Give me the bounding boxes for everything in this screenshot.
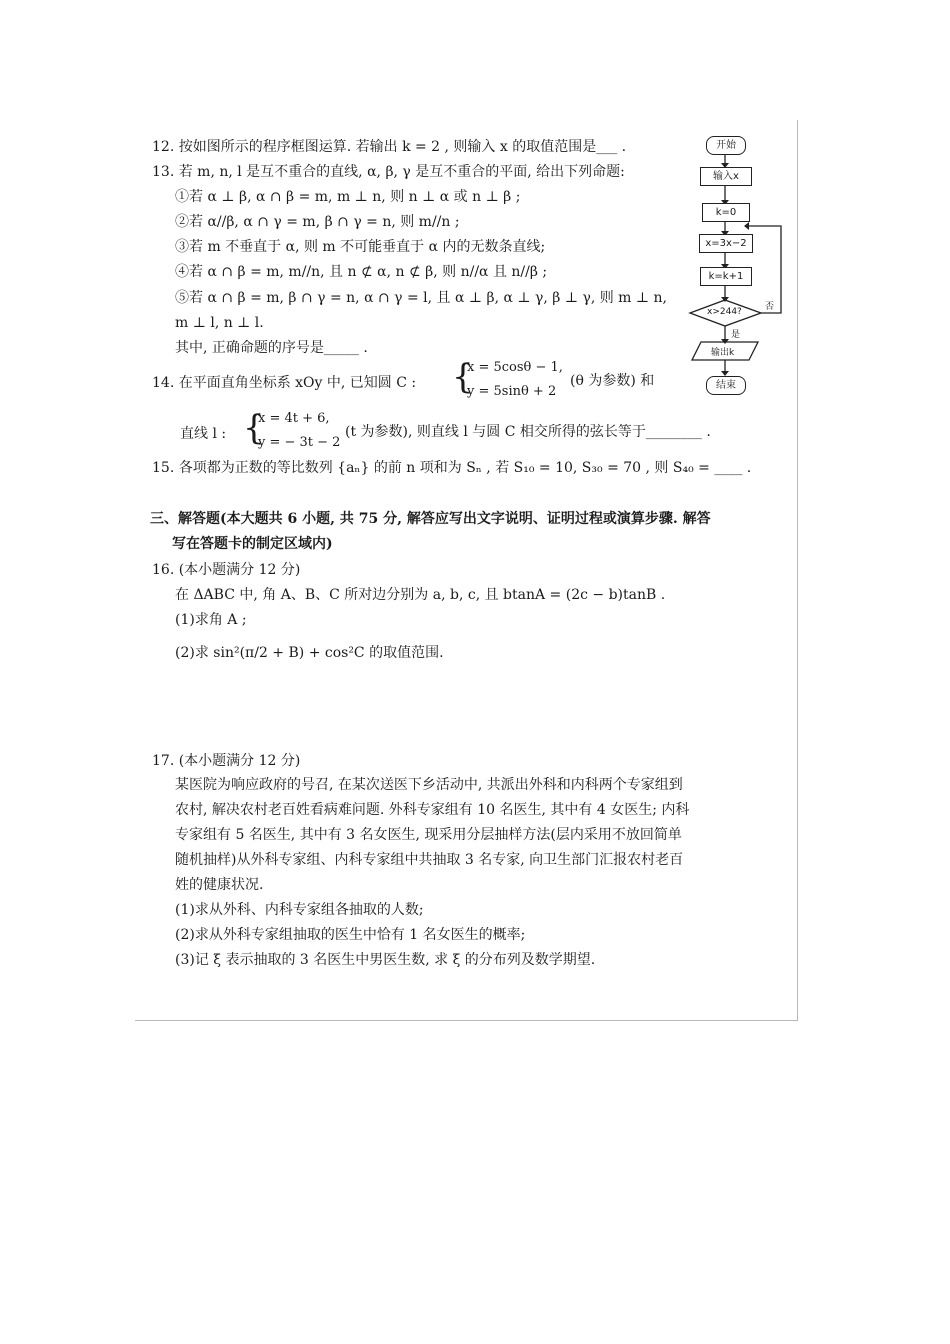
question-13-item-5-cont: m ⊥ l, n ⊥ l. — [175, 315, 264, 331]
line-param-note: (t 为参数), 则直线 l 与圆 C 相交所得的弦长等于________ . — [345, 424, 711, 440]
section-3-heading: 三、解答题(本大题共 6 小题, 共 75 分, 解答应写出文字说明、证明过程或演算步骤. 解答 — [150, 511, 711, 527]
circle-param-note: (θ 为参数) 和 — [570, 373, 655, 389]
question-15: 15. 各项都为正数的等比数列 {aₙ} 的前 n 项和为 Sₙ , 若 S₁₀ = 10, S₃₀ = 70 , 则 S₄₀ = ____ . — [152, 460, 752, 476]
circle-equation-y: y = 5sinθ + 2 — [467, 384, 557, 399]
question-17-part-1: (1)求从外科、内科专家组各抽取的人数; — [175, 902, 424, 918]
question-17-body-2: 农村, 解决农村老百姓看病难问题. 外科专家组有 10 名医生, 其中有 4 女医生; 内科 — [175, 802, 690, 818]
question-17-part-3: (3)记 ξ 表示抽取的 3 名医生中男医生数, 求 ξ 的分布列及数学期望. — [175, 952, 596, 968]
question-17-head: 17. (本小题满分 12 分) — [152, 753, 301, 769]
question-13-stem: 13. 若 m, n, l 是互不重合的直线, α, β, γ 是互不重合的平面, 给出下列命题: — [152, 164, 625, 180]
line-equation-x: x = 4t + 6, — [258, 411, 330, 426]
question-16-part-2: (2)求 sin²(π/2 + B) + cos²C 的取值范围. — [175, 645, 444, 661]
question-17-body-3: 专家组有 5 名医生, 其中有 3 名女医生, 现采用分层抽样方法(层内采用不放回简单 — [175, 827, 682, 843]
question-16-head: 16. (本小题满分 12 分) — [152, 562, 301, 578]
question-14-line-lead: 直线 l : — [180, 426, 227, 442]
question-17-part-2: (2)求从外科专家组抽取的医生中恰有 1 名女医生的概率; — [175, 927, 526, 943]
question-16-part-1: (1)求角 A ; — [175, 612, 247, 628]
question-16-stem: 在 ΔABC 中, 角 A、B、C 所对边分别为 a, b, c, 且 btanA = (2c − b)tanB . — [175, 587, 666, 603]
section-3-heading-cont: 写在答题卡的制定区域内) — [172, 536, 333, 552]
question-17-body-1: 某医院为响应政府的号召, 在某次送医下乡活动中, 共派出外科和内科两个专家组到 — [175, 777, 683, 793]
circle-equation-x: x = 5cosθ − 1, — [467, 360, 563, 375]
flowchart-connectors — [0, 0, 950, 420]
flowchart-assign: x=3x−2 — [699, 234, 753, 253]
question-12: 12. 按如图所示的程序框图运算. 若输出 k = 2 , 则输入 x 的取值范围是___ . — [152, 139, 627, 155]
question-14-lead: 14. 在平面直角坐标系 xOy 中, 已知圆 C : — [152, 375, 417, 391]
question-13-item-5: ⑤若 α ∩ β = m, β ∩ γ = n, α ∩ γ = l, 且 α ⊥ β, α ⊥ γ, β ⊥ γ, 则 m ⊥ n, — [175, 290, 667, 306]
flowchart-output: 输出k — [711, 348, 735, 358]
question-13-item-2: ②若 α//β, α ∩ γ = m, β ∩ γ = n, 则 m//n ; — [175, 214, 460, 230]
circle-system-brace: { — [452, 357, 474, 397]
flowchart-increment: k=k+1 — [700, 267, 752, 286]
question-13-ask: 其中, 正确命题的序号是_____ . — [175, 340, 368, 356]
question-17-body-5: 姓的健康状况. — [175, 877, 264, 893]
flowchart-condition: x>244? — [707, 307, 742, 317]
flowchart-init: k=0 — [702, 203, 750, 222]
question-17-body-4: 随机抽样)从外科专家组、内科专家组中共抽取 3 名专家, 向卫生部门汇报农村老百 — [175, 852, 684, 868]
flowchart-input: 输入x — [700, 167, 752, 186]
line-system-brace: { — [243, 408, 265, 448]
question-13-item-4: ④若 α ∩ β = m, m//n, 且 n ⊄ α, n ⊄ β, 则 n//α 且 n//β ; — [175, 264, 548, 280]
flowchart-yes-label: 是 — [731, 330, 741, 340]
question-13-item-1: ①若 α ⊥ β, α ∩ β = m, m ⊥ n, 则 n ⊥ α 或 n ⊥ β ; — [175, 189, 521, 205]
line-equation-y: y = − 3t − 2 — [258, 435, 341, 450]
question-13-item-3: ③若 m 不垂直于 α, 则 m 不可能垂直于 α 内的无数条直线; — [175, 239, 546, 255]
flowchart-start: 开始 — [706, 136, 746, 155]
flowchart-no-label: 否 — [765, 302, 775, 312]
flowchart-end: 结束 — [706, 376, 746, 395]
